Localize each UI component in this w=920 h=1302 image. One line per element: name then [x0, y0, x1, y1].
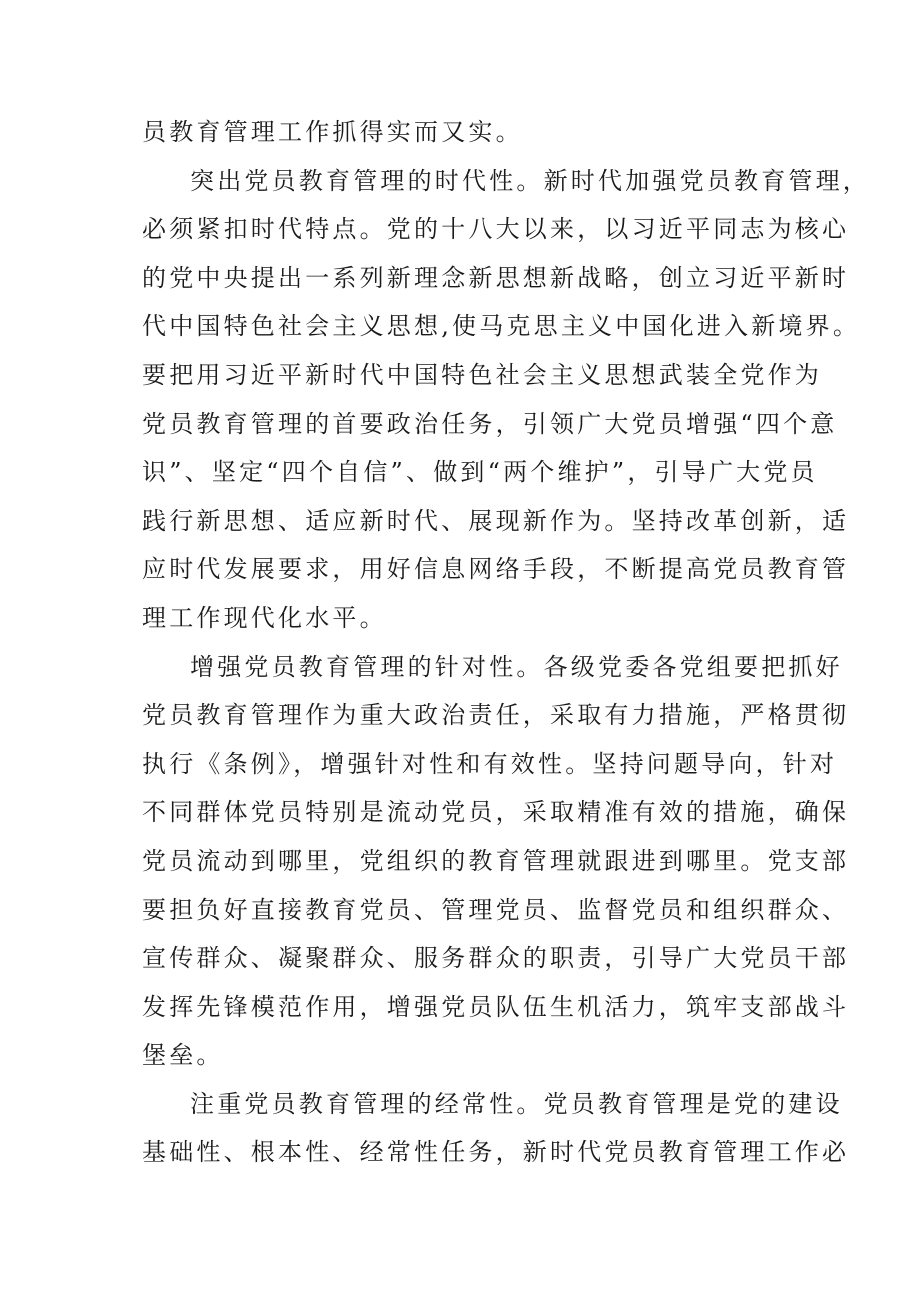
paragraph-heading-line: 突出党员教育管理的时代性。新时代加强党员教育管理， — [190, 166, 870, 195]
text-line: 必须紧扣时代特点。党的十八大以来，以习近平同志为核心 — [142, 215, 850, 244]
text-line: 员教育管理工作抓得实而又实。 — [142, 118, 523, 146]
text-line: 基础性、根本性、经常性任务，新时代党员教育管理工作必 — [142, 1138, 850, 1167]
text-line: 要把用习近平新时代中国特色社会主义思想武装全党作为 — [142, 360, 822, 389]
text-line: 应时代发展要求，用好信息网络手段，不断提高党员教育管 — [142, 555, 850, 584]
text-line: 党员教育管理的首要政治任务，引领广大党员增强“四个意 — [142, 409, 838, 438]
text-line: 代中国特色社会主义思想,使马克思主义中国化进入新境界。 — [142, 312, 861, 341]
text-line: 理工作现代化水平。 — [142, 603, 387, 632]
text-line: 堡垒。 — [142, 1041, 224, 1070]
text-line: 要担负好直接教育党员、管理党员、监督党员和组织群众、 — [142, 895, 850, 924]
text-line: 识”、坚定“四个自信”、做到“两个维护”，引导广大党员 — [142, 458, 818, 487]
text-line: 宣传群众、凝聚群众、服务群众的职责，引导广大党员干部 — [142, 944, 850, 973]
document-body — [142, 108, 870, 1177]
text-line: 的党中央提出一系列新理念新思想新战略，创立习近平新时 — [142, 263, 850, 292]
text-line: 执行《条例》，增强针对性和有效性。坚持问题导向，针对 — [142, 749, 838, 778]
text-line: 党员流动到哪里，党组织的教育管理就跟进到哪里。党支部 — [142, 846, 850, 875]
paragraph-heading-line: 增强党员教育管理的针对性。各级党委各党组要把抓好 — [190, 652, 843, 681]
text-line: 发挥先锋模范作用，增强党员队伍生机活力，筑牢支部战斗 — [142, 992, 850, 1021]
text-line: 不同群体党员特别是流动党员，采取精准有效的措施，确保 — [142, 798, 850, 827]
text-line: 党员教育管理作为重大政治责任，采取有力措施，严格贯彻 — [142, 701, 850, 730]
text-line: 践行新思想、适应新时代、展现新作为。坚持改革创新，适 — [142, 506, 850, 535]
paragraph-heading-line: 注重党员教育管理的经常性。党员教育管理是党的建设 — [190, 1089, 843, 1118]
